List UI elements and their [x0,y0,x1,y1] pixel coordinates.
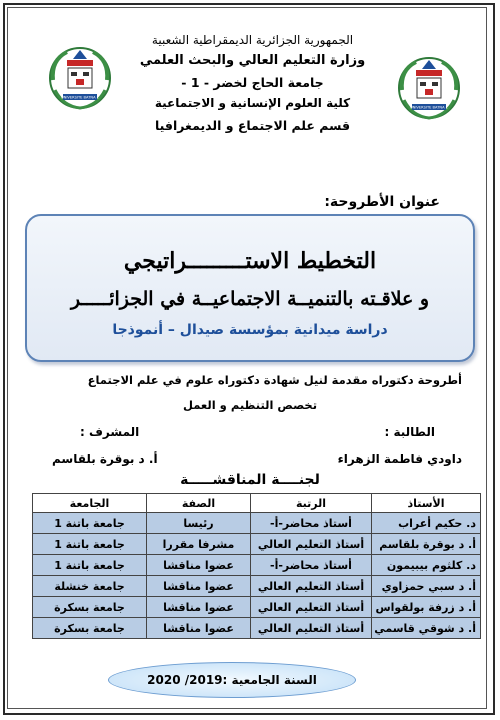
thesis-subtitle: دراسة ميدانية بمؤسسة صيدال – أنموذجا [112,322,388,338]
table-row [33,534,481,555]
academic-year: السنة الجامعية :2019/ 2020 [147,673,317,687]
cell-rank: أستاذ التعليم العالي [251,534,372,555]
cell-rank: أستاذ محاضر-أ- [251,555,372,576]
table-row [33,597,481,618]
cell-role: عضوا مناقشا [147,576,251,597]
header-professor: الأستاذ [372,494,481,513]
cell-university: جامعة بسكرة [33,618,147,639]
cell-professor: أ. د بوقرة بلقاسم [372,534,481,555]
cell-university: جامعة باتنة 1 [33,513,147,534]
academic-year-oval [108,662,356,698]
republic-name: الجمهورية الجزائرية الديمقراطية الشعبية [151,33,354,47]
ministry-name: وزارة التعليم العالي والبحث العلمي [139,53,366,69]
faculty-name: كلية العلوم الإنسانية و الاجتماعية [154,95,351,110]
cell-role: رئيسا [147,513,251,534]
table-row [33,618,481,639]
cell-role: مشرفا مقررا [147,534,251,555]
cell-university: جامعة باتنة 1 [33,555,147,576]
cell-rank: أستاذ التعليم العالي [251,597,372,618]
table-row [33,513,481,534]
department-name: قسم علم الاجتماع و الديمغرافيا [154,118,350,134]
header-rank: الرتبة [251,494,372,513]
cell-role: عضوا مناقشا [147,597,251,618]
student-name: داودي فاطمة الزهراء [337,452,462,466]
cell-rank: أستاذ التعليم العالي [251,618,372,639]
svg-text:UNIVERSITE BATNA 1: UNIVERSITE BATNA 1 [410,105,448,110]
cell-professor: د. كلثوم بيبيمون [372,555,481,576]
cell-rank: أستاذ التعليم العالي [251,576,372,597]
cell-professor: أ. د زرفة بولقواس [372,597,481,618]
cell-professor: أ. د شوقي قاسمي [372,618,481,639]
thesis-title-second: و علاقـته بالتنميــة الاجتماعيــة في الجزائـــــر [70,288,430,310]
cell-role: عضوا مناقشا [147,555,251,576]
student-label: الطالبة : [384,425,435,439]
committee-table [32,493,481,639]
supervisor-label: المشرف : [80,425,140,439]
committee-title: لجنــــة المناقشـــــة [180,472,320,488]
cell-rank: أستاذ محاضر-أ- [251,513,372,534]
header-role: الصفة [147,494,251,513]
thesis-title-label: عنوان الأطروحة: [324,194,440,210]
specialization: تخصص التنظيم و العمل [182,398,318,412]
university-logo-right [392,52,466,126]
university-logo-left [43,42,117,116]
cell-university: جامعة بسكرة [33,597,147,618]
table-header-row [33,494,481,513]
thesis-description: أطروحة دكتوراه مقدمة لنيل شهادة دكتوراه علوم في علم الاجتماع [87,373,462,387]
cell-university: جامعة باتنة 1 [33,534,147,555]
header-university: الجامعة [33,494,147,513]
table-row [33,555,481,576]
cell-professor: أ. د سبي حمزاوي [372,576,481,597]
university-name: جامعة الحاج لخضر - 1 - [181,74,324,90]
table-row [33,576,481,597]
cell-university: جامعة خنشلة [33,576,147,597]
svg-text:UNIVERSITE BATNA 1: UNIVERSITE BATNA 1 [61,95,99,100]
supervisor-name: أ. د بوقرة بلقاسم [52,452,158,466]
thesis-title-main: التخطيط الاستـــــــــراتيجي [123,248,377,274]
cell-role: عضوا مناقشا [147,618,251,639]
cell-professor: د. حكيم أعراب [372,513,481,534]
institution-header [120,33,385,133]
